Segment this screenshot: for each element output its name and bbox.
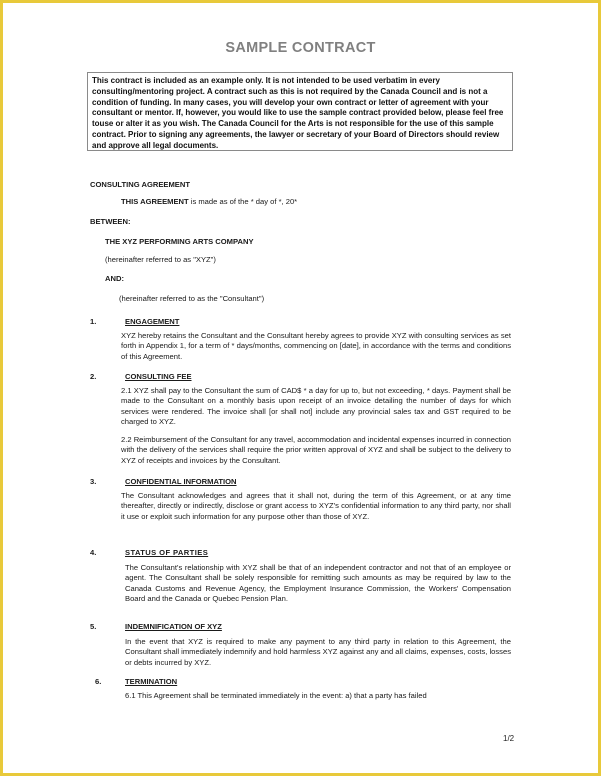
section-paragraph: In the event that XYZ is required to make any payment to any third party in relation to this Agreement, the Consultant shall immediately indemnify and hold harmless XYZ against any and all claims, expenses, costs, losses or debts incurred by XYZ. — [125, 637, 511, 667]
section-paragraph: 6.1 This Agreement shall be terminated immediately in the event: a) that a party has failed — [125, 691, 427, 700]
agreement-heading: CONSULTING AGREEMENT — [90, 180, 190, 189]
this-agreement-line — [121, 197, 297, 207]
section-number: 4. — [90, 548, 97, 557]
section-number: 5. — [90, 622, 97, 631]
section-heading-confidential-information: CONFIDENTIAL INFORMATION — [125, 477, 237, 486]
section-paragraph: The Consultant acknowledges and agrees that it shall not, during the term of this Agreement, or at any time thereafter, directly or indirectly, disclose or grant access to XYZ's confidential information to any third party, nor shall it use or exploit such information for any purpose other than those of XYZ. — [121, 491, 511, 521]
this-agreement-rest: is made as of the * day of *, 20* — [188, 197, 298, 206]
company-reference: (hereinafter referred to as "XYZ") — [105, 255, 216, 264]
section-heading-status-of-parties: STATUS OF PARTIES — [125, 548, 209, 557]
page-number: 1/2 — [503, 734, 515, 743]
section-paragraph: The Consultant's relationship with XYZ shall be that of an independent contractor and not that of an employee or agent. The Consultant shall be solely responsible for remitting such amounts as may be required by law to the Canada Customs and Revenue Agency, the Employment Insurance Commission, the Workers' Compensation Board and the Canada or Quebec Pension Plan. — [125, 563, 511, 604]
section-number: 6. — [95, 677, 102, 686]
section-number: 1. — [90, 317, 97, 326]
section-number: 2. — [90, 372, 97, 381]
document-title: SAMPLE CONTRACT — [225, 40, 376, 56]
disclaimer-box: This contract is included as an example only. It is not intended to be used verbatim in every consulting/mentoring project. A contract such as this is not required by the Canada Council and is not a condition of funding. In many cases, you will develop your own contract or letter of agreement with your consultant or mentor. If, however, you would like to use the sample contract provided below, please feel free touse or alter it as you wish. The Canada Council for the Arts is not responsible for the use of this sample contract. Prior to signing any agreements, the lawyer or secretary of your Board of Directors should review and approve all legal documents. — [87, 72, 513, 151]
section-paragraph: XYZ hereby retains the Consultant and the Consultant hereby agrees to provide XYZ with consulting services as set forth in Appendix 1, for a term of * days/months, commencing on [date], in accordance with the terms and conditions of this Agreement. — [121, 331, 511, 361]
section-number: 3. — [90, 477, 97, 486]
company-name: THE XYZ PERFORMING ARTS COMPANY — [105, 237, 254, 246]
this-agreement-bold: THIS AGREEMENT — [121, 197, 189, 206]
section-paragraph: 2.2 Reimbursement of the Consultant for any travel, accommodation and incidental expenses incurred in connection with the delivery of the services shall require the prior written approval of XYZ and shall be subject to the delivery to XYZ of receipts and invoices by the Consultant. — [121, 435, 511, 465]
between-label: BETWEEN: — [90, 217, 131, 226]
section-heading-consulting-fee: CONSULTING FEE — [125, 372, 192, 381]
section-heading-indemnification: INDEMNIFICATION OF XYZ — [125, 622, 222, 631]
document-page — [3, 3, 598, 773]
consultant-reference: (hereinafter referred to as the "Consultant") — [119, 294, 265, 303]
section-heading-engagement: ENGAGEMENT — [125, 317, 180, 326]
and-label: AND: — [105, 274, 124, 283]
section-paragraph: 2.1 XYZ shall pay to the Consultant the sum of CAD$ * a day for up to, but not exceeding, * days. Payment shall be made to the Consultant on a monthly basis upon receipt of an invoice detailing the number of days for which services were rendered. The invoice shall [or shall not] include any provincial sales tax and GST required to be charged to XYZ. — [121, 386, 511, 427]
section-heading-termination: TERMINATION — [125, 677, 178, 686]
